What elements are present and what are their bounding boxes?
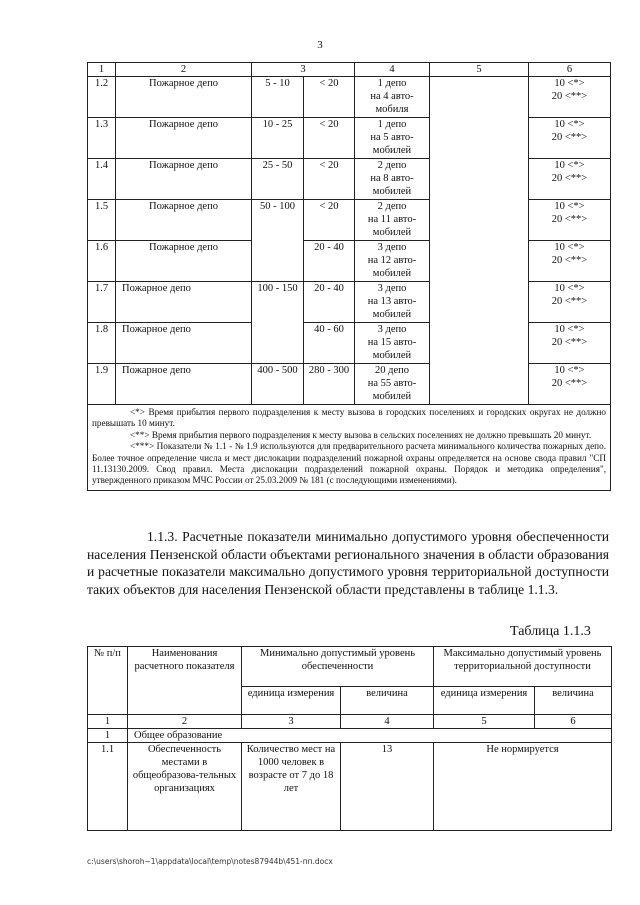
fire-depot-table	[87, 62, 611, 491]
table-header-row: № п/п Наименования расчетного показателя Минимально допустимый уровень обеспеченности Максимально допустимый уровень территориальной доступности	[88, 647, 612, 687]
table-title: Таблица 1.1.3	[510, 624, 591, 639]
table-row: 1.7 Пожарное депо 100 - 150 20 - 40 3 депо на 13 авто- мобилей 10 <*> 20 <**>	[88, 282, 611, 323]
education-table	[87, 646, 612, 831]
table-row: 1.6 Пожарное депо 20 - 40 3 депо на 12 авто- мобилей 10 <*> 20 <**>	[88, 241, 611, 282]
empty-column-5	[430, 77, 529, 405]
notes-row	[88, 405, 611, 491]
file-path-footer: c:\users\shoroh~1\appdata\local\temp\notes87944b\451-пп.docx	[87, 857, 333, 866]
table-subheader-row: единица измерения величина единица измерения величина	[88, 687, 612, 715]
section-paragraph: 1.1.3. Расчетные показатели минимально допустимого уровня обеспеченности населения Пензенской области объектами регионального значения в области образования и расчетные показатели максимально допустимого уровня территориальной доступности таких объектов для населения Пензенской области представлены в таблице 1.1.3.	[87, 529, 609, 597]
table-row: 1.8 Пожарное депо 40 - 60 3 депо на 15 авто- мобилей 10 <*> 20 <**>	[88, 323, 611, 364]
note-1: <*> Время прибытия первого подразделения к месту вызова в городских поселениях и городских округах не должно превышать 10 минут.	[92, 407, 606, 429]
column-number-row: 1 2 3 4 5 6	[88, 715, 612, 729]
table-row: 1.1 Обеспеченность местами в общеобразова-тельных организациях Количество мест на 1000 человек в возрасте от 7 до 18 лет 13 Не нормируется	[88, 743, 612, 831]
note-2: <**> Время прибытия первого подразделения к месту вызова в сельских поселениях не должно превышать 20 минут.	[130, 429, 592, 440]
table-row: 1.4 Пожарное депо 25 - 50 < 20 2 депо на 8 авто- мобилей 10 <*> 20 <**>	[88, 159, 611, 200]
table-row: 1.2 Пожарное депо 5 - 10 < 20 1 депо на 4 авто- мобиля 10 <*> 20 <**>	[88, 77, 611, 118]
table-header-row: 1 2 3 4 5 6	[88, 63, 611, 77]
table-row: 1.9 Пожарное депо 400 - 500 280 - 300 20 депо на 55 авто- мобилей 10 <*> 20 <**>	[88, 364, 611, 405]
section-row: 1 Общее образование	[88, 729, 612, 743]
note-3: <***> Показатели № 1.1 - № 1.9 используются для предварительного расчета минимального количества пожарных депо. Более точное определение числа и мест дислокации подразделений пожарной охраны определяется на основе свода правил "СП 11.13130.2009. Свод правил. Места дислокации подразделений пожарной охраны. Порядок и методика определения", утвержденного приказом МЧС России от 25.03.2009 № 181 (с последующими изменениями).	[92, 441, 606, 486]
page-number: 3	[317, 39, 323, 51]
table-row: 1.5 Пожарное депо 50 - 100 < 20 2 депо на 11 авто- мобилей 10 <*> 20 <**>	[88, 200, 611, 241]
table-row: 1.3 Пожарное депо 10 - 25 < 20 1 депо на 5 авто- мобилей 10 <*> 20 <**>	[88, 118, 611, 159]
